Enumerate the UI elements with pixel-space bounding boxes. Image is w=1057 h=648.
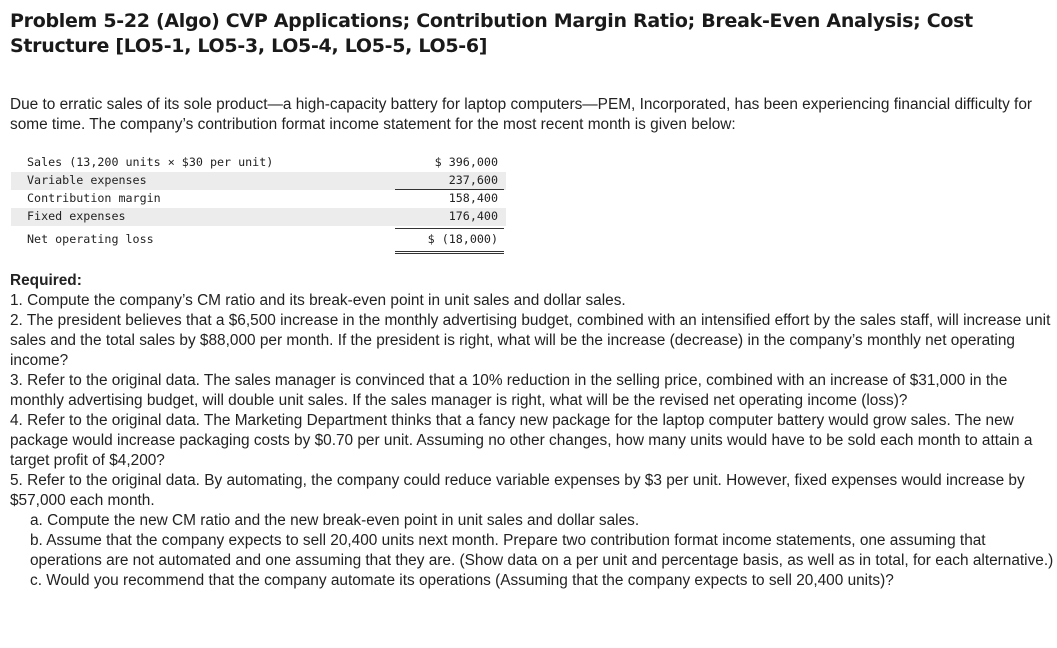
statement-amount: 176,400 (448, 209, 498, 223)
required-item-5: 5. Refer to the original data. By automating, the company could reduce variable expenses by $3 per unit. However, fixed expenses would increase by $57,000 each month. (10, 472, 1025, 509)
statement-row-variable-expenses (11, 172, 506, 190)
required-item-2: 2. The president believes that a $6,500 increase in the monthly advertising budget, combined with an intensified effort by the sales staff, will increase unit sales and the total sales by $88,000 per month. If the president is right, what will be the increase (decrease) in the company’s monthly net operating income? (10, 312, 1051, 369)
statement-label: Sales (13,200 units × $30 per unit) (27, 155, 274, 169)
statement-label: Variable expenses (27, 173, 147, 187)
statement-row-fixed-expenses (11, 208, 506, 226)
required-item-1: 1. Compute the company’s CM ratio and its break-even point in unit sales and dollar sales. (10, 292, 626, 309)
required-heading: Required: (10, 272, 82, 289)
statement-amount: 237,600 (448, 173, 498, 187)
statement-label: Contribution margin (27, 191, 161, 205)
statement-row-contribution-margin (11, 190, 506, 208)
required-section (10, 271, 1055, 591)
required-item-4: 4. Refer to the original data. The Marketing Department thinks that a fancy new package for the laptop computer battery would grow sales. The new package would increase packaging costs by $0.70 per unit. Assuming no other changes, how many units would have to be sold each month to attain a target profit of $4,200? (10, 412, 1033, 469)
required-subitem-a: a. Compute the new CM ratio and the new break-even point in unit sales and dollar sales. (30, 512, 640, 529)
statement-label: Net operating loss (27, 232, 154, 246)
statement-label: Fixed expenses (27, 209, 126, 223)
statement-amount: $ (18,000) (427, 232, 498, 246)
statement-amount: 158,400 (448, 191, 498, 205)
required-subitem-c: c. Would you recommend that the company automate its operations (Assuming that the company expects to sell 20,400 units)? (30, 572, 894, 589)
required-subitem-b: b. Assume that the company expects to sell 20,400 units next month. Prepare two contribution format income statements, one assuming that operations are not automated and one assuming that they are. (Show data on a per unit and percentage basis, as well as in total, for each alternative.) (30, 532, 1054, 569)
required-item-3: 3. Refer to the original data. The sales manager is convinced that a 10% reduction in the selling price, combined with an increase of $31,000 in the monthly advertising budget, will double unit sales. If the sales manager is right, what will be the revised net operating income (loss)? (10, 372, 1008, 409)
problem-title: Problem 5-22 (Algo) CVP Applications; Contribution Margin Ratio; Break-Even Analysis; Cost Structure [LO5-1, LO5-3, LO5-4, LO5-5, LO5-6] (10, 10, 973, 57)
problem-intro: Due to erratic sales of its sole product—a high-capacity battery for laptop computers—PEM, Incorporated, has been experiencing financial difficulty for some time. The company’s contribution format income statement for the most recent month is given below: (10, 96, 1033, 133)
statement-amount: $ 396,000 (434, 155, 498, 169)
statement-row-sales (11, 154, 506, 172)
statement-row-net-operating-loss (11, 228, 506, 250)
income-statement-table (11, 154, 506, 250)
